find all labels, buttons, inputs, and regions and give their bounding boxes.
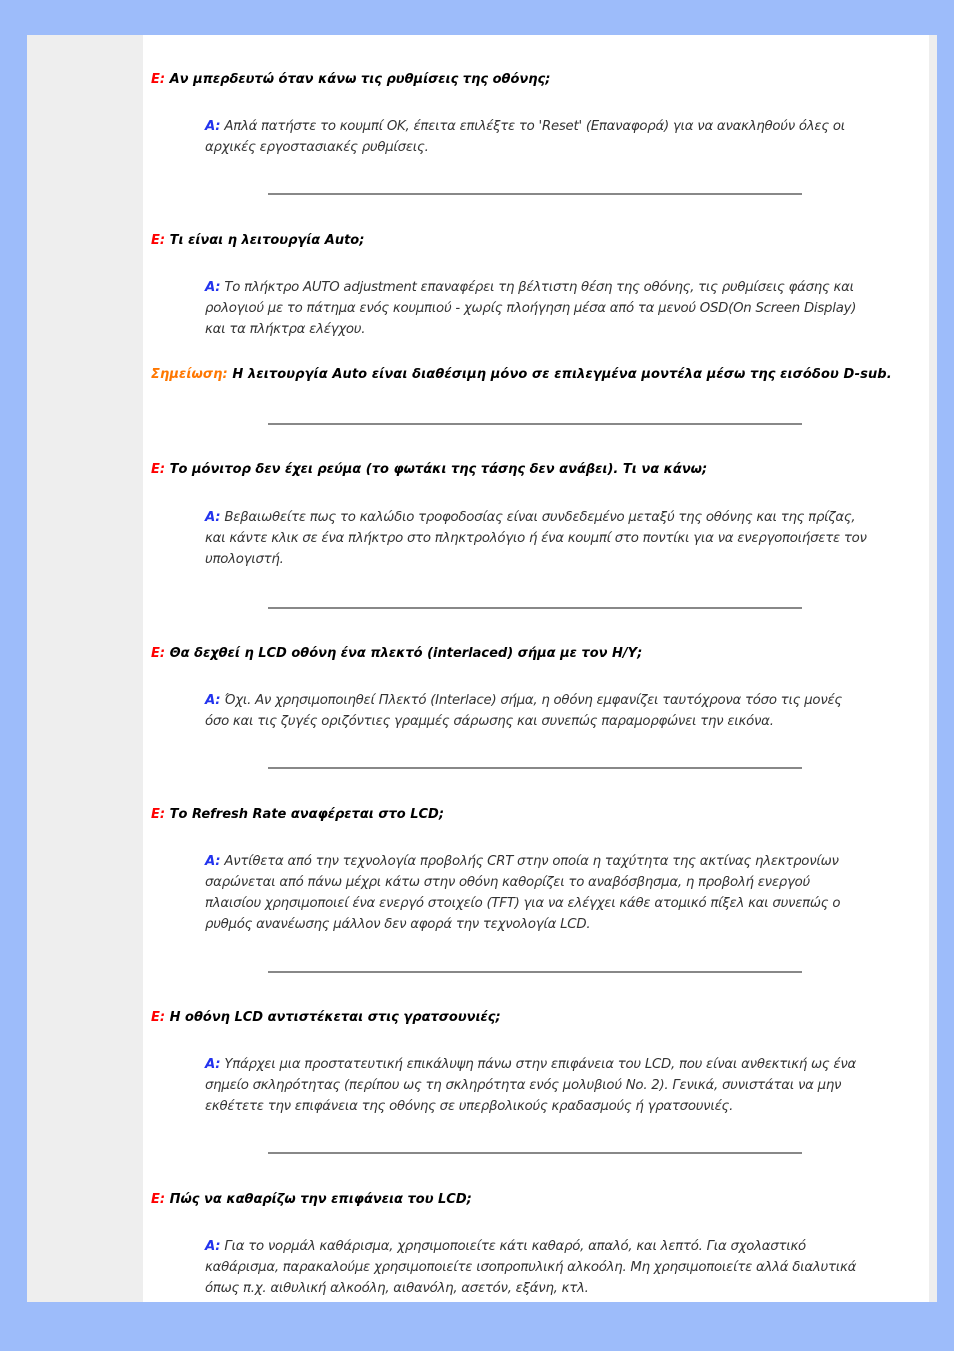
- question-prefix: E:: [151, 72, 166, 87]
- answer-text: Για το νορμάλ καθάρισμα, χρησιμοποιείτε κάτι καθαρό, απαλό, και λεπτό. Για σχολαστικό καθάρισμα, παρακαλούμε χρησιμοποιείτε ισοπροπυλική αλκοόλη. Μη χρησιμοποιείτε αλλά διαλυτικά όπως π.χ. αιθυλική αλκοόλη, αιθανόλη, ασετόν, εξάνη, κτλ.: [205, 1239, 857, 1296]
- answer-prefix: A:: [205, 854, 221, 869]
- faq-answer: [205, 277, 869, 340]
- question-prefix: E:: [151, 807, 166, 822]
- question-prefix: E:: [151, 1192, 166, 1207]
- section-divider: [268, 971, 802, 973]
- note-text: Η λειτουργία Auto είναι διαθέσιμη μόνο σε επιλεγμένα μοντέλα μέσω της εισόδου D-sub.: [232, 367, 892, 382]
- faq-question: [151, 72, 550, 87]
- right-margin-strip: [929, 35, 937, 1302]
- question-prefix: E:: [151, 462, 166, 477]
- faq-answer: [205, 851, 869, 935]
- answer-text: Υπάρχει μια προστατευτική επικάλυψη πάνω στην επιφάνεια του LCD, που είναι ανθεκτική ως ένα σημείο σκληρότητας (περίπου ως τη σκληρότητα ενός μολυβιού No. 2). Γενικά, συνιστάται να μην εκθέτετε την επιφάνεια της οθόνης σε υπερβολικούς κραδασμούς ή γρατσουνιές.: [205, 1057, 857, 1114]
- note: [151, 367, 892, 382]
- faq-answer: [205, 1054, 869, 1117]
- answer-prefix: A:: [205, 1239, 221, 1254]
- answer-text: Το πλήκτρο AUTO adjustment επαναφέρει τη βέλτιστη θέση της οθόνης, τις ρυθμίσεις φάσης και ρολογιού με το πάτημα ενός κουμπιού - χωρίς πλοήγηση μέσα από τα μενού OSD(On Screen Display) και τα πλήκτρα ελέγχου.: [205, 280, 857, 337]
- question-text: Η οθόνη LCD αντιστέκεται στις γρατσουνιές;: [169, 1010, 501, 1025]
- answer-text: Βεβαιωθείτε πως το καλώδιο τροφοδοσίας είναι συνδεδεμένο μεταξύ της οθόνης και της πρίζας, και κάντε κλικ σε ένα πλήκτρο στο πληκτρολόγιο ή ένα κουμπί στο ποντίκι για να ενεργοποιήσετε τον υπολογιστή.: [205, 510, 867, 567]
- faq-answer: [205, 116, 869, 158]
- answer-prefix: A:: [205, 280, 221, 295]
- section-divider: [268, 193, 802, 195]
- question-text: Τι είναι η λειτουργία Auto;: [169, 233, 365, 248]
- answer-prefix: A:: [205, 510, 221, 525]
- question-text: Το Refresh Rate αναφέρεται στο LCD;: [169, 807, 445, 822]
- answer-text: Αντίθετα από την τεχνολογία προβολής CRT στην οποία η ταχύτητα της ακτίνας ηλεκτρονίων σαρώνεται από πάνω μέχρι κάτω στην οθόνη καθορίζει το αναβόσβησμα, η προβολή ενεργού πλαισίου χρησιμοποιεί ένα ενεργό στοιχείο (TFT) για να ελέγχει κάθε ατομικό πίξελ και συνεπώς ο ρυθμός ανανέωσης μάλλον δεν αφορά την τεχνολογία LCD.: [205, 854, 841, 932]
- faq-question: [151, 1192, 472, 1207]
- faq-answer: [205, 1236, 869, 1299]
- answer-text: Όχι. Αν χρησιμοποιηθεί Πλεκτό (Interlace) σήμα, η οθόνη εμφανίζει ταυτόχρονα τόσο τις μονές όσο και τις ζυγές οριζόντιες γραμμές σάρωσης και συνεπώς παραμορφώνει την εικόνα.: [205, 693, 842, 729]
- question-text: Θα δεχθεί η LCD οθόνη ένα πλεκτό (interlaced) σήμα με τον Η/Υ;: [169, 646, 643, 661]
- answer-prefix: A:: [205, 693, 221, 708]
- faq-question: [151, 646, 642, 661]
- document-page: [27, 35, 937, 1302]
- question-text: Πώς να καθαρίζω την επιφάνεια του LCD;: [169, 1192, 472, 1207]
- section-divider: [268, 767, 802, 769]
- answer-prefix: A:: [205, 1057, 221, 1072]
- faq-question: [151, 807, 444, 822]
- question-text: Το μόνιτορ δεν έχει ρεύμα (το φωτάκι της τάσης δεν ανάβει). Τι να κάνω;: [169, 462, 708, 477]
- question-prefix: E:: [151, 1010, 166, 1025]
- question-prefix: E:: [151, 233, 166, 248]
- answer-prefix: A:: [205, 119, 221, 134]
- section-divider: [268, 423, 802, 425]
- question-text: Αν μπερδευτώ όταν κάνω τις ρυθμίσεις της οθόνης;: [169, 72, 551, 87]
- answer-text: Απλά πατήστε το κουμπί OK, έπειτα επιλέξτε το 'Reset' (Επαναφορά) για να ανακληθούν όλες οι αρχικές εργοστασιακές ρυθμίσεις.: [205, 119, 845, 155]
- note-prefix: Σημείωση:: [151, 367, 228, 382]
- question-prefix: E:: [151, 646, 166, 661]
- faq-question: [151, 233, 364, 248]
- section-divider: [268, 607, 802, 609]
- faq-answer: [205, 690, 869, 732]
- faq-question: [151, 1010, 501, 1025]
- section-divider: [268, 1152, 802, 1154]
- faq-answer: [205, 507, 869, 570]
- faq-question: [151, 462, 707, 477]
- left-margin-strip: [27, 35, 143, 1302]
